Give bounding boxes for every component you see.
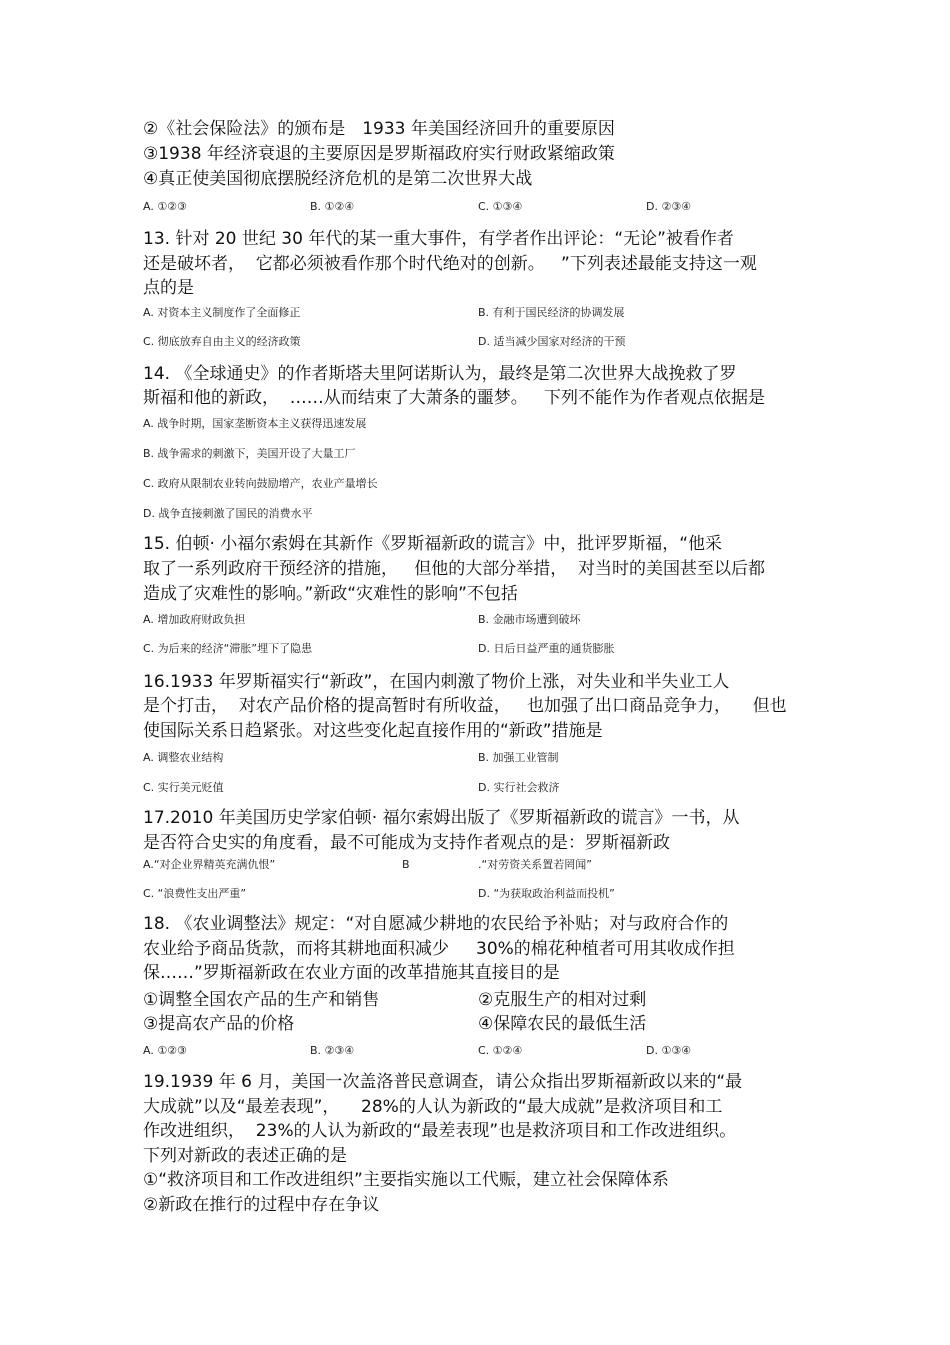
q12-option-a[interactable]: A. ①②③ xyxy=(143,200,187,213)
q12-option-b[interactable]: B. ①②④ xyxy=(310,200,355,213)
q13-stem-line-1: 13. 针对 20 世纪 30 年代的某一重大事件，有学者作出评论：“无论”被看作者 xyxy=(143,229,734,249)
q17-option-c[interactable]: C. “浪费性支出严重” xyxy=(143,887,247,900)
q14-option-d[interactable]: D. 战争直接刺激了国民的消费水平 xyxy=(143,507,313,520)
q14-stem-line-1: 14. 《全球通史》的作者斯塔夫里阿诺斯认为，最终是第二次世界大战挽救了罗 xyxy=(143,364,737,384)
q18-statement-1: ①调整全国农产品的生产和销售 xyxy=(143,990,380,1010)
q18-statement-4: ④保障农民的最低生活 xyxy=(478,1014,647,1034)
q18-stem-line-3: 保……”罗斯福新政在农业方面的改革措施其直接目的是 xyxy=(143,963,560,983)
q19-stem-line-3: 作改进组织， 23%的人认为新政的“最差表现”也是救济项目和工作改进组织。 xyxy=(143,1121,737,1141)
q15-option-a[interactable]: A. 增加政府财政负担 xyxy=(143,613,246,626)
q19-statement-1: ①“救济项目和工作改进组织”主要指实施以工代赈，建立社会保障体系 xyxy=(143,1170,669,1190)
q19-statement-2: ②新政在推行的过程中存在争议 xyxy=(143,1195,380,1215)
q15-option-d[interactable]: D. 日后日益严重的通货膨胀 xyxy=(478,642,615,655)
q16-option-d[interactable]: D. 实行社会救济 xyxy=(478,781,560,794)
q13-option-c[interactable]: C. 彻底放弃自由主义的经济政策 xyxy=(143,335,301,348)
q18-stem-line-1: 18. 《农业调整法》规定：“对自愿减少耕地的农民给予补贴；对与政府合作的 xyxy=(143,914,729,934)
q15-stem-line-3: 造成了灾难性的影响。”新政“灾难性的影响”不包括 xyxy=(143,584,518,604)
q12-statement-3: ③1938 年经济衰退的主要原因是罗斯福政府实行财政紧缩政策 xyxy=(143,144,615,164)
q18-statement-2: ②克服生产的相对过剩 xyxy=(478,990,647,1010)
q12-statement-2: ②《社会保险法》的颁布是 1933 年美国经济回升的重要原因 xyxy=(143,119,615,139)
q16-stem-line-3: 使国际关系日趋紧张。对这些变化起直接作用的“新政”措施是 xyxy=(143,721,603,741)
q14-option-b[interactable]: B. 战争需求的刺激下，美国开设了大量工厂 xyxy=(143,447,356,460)
q18-option-b[interactable]: B. ②③④ xyxy=(310,1044,355,1057)
q16-option-a[interactable]: A. 调整农业结构 xyxy=(143,751,224,764)
q12-statement-4: ④真正使美国彻底摆脱经济危机的是第二次世界大战 xyxy=(143,169,533,189)
q16-option-c[interactable]: C. 实行美元贬值 xyxy=(143,781,224,794)
q15-option-c[interactable]: C. 为后来的经济“滞胀”埋下了隐患 xyxy=(143,642,313,655)
q17-option-d[interactable]: D. “为获取政治利益而投机” xyxy=(478,887,615,900)
q18-statement-3: ③提高农产品的价格 xyxy=(143,1014,295,1034)
q19-stem-line-2: 大成就”以及“最差表现”， 28%的人认为新政的“最大成就”是救济项目和工 xyxy=(143,1097,723,1117)
q15-stem-line-1: 15. 伯顿· 小福尔索姆在其新作《罗斯福新政的谎言》中，批评罗斯福，“他采 xyxy=(143,534,723,554)
q13-stem-line-2: 还是破坏者， 它都必须被看作那个时代绝对的创新。 ”下列表述最能支持这一观 xyxy=(143,254,757,274)
q16-stem-line-1: 16.1933 年罗斯福实行“新政”，在国内刺激了物价上涨，对失业和半失业工人 xyxy=(143,672,730,692)
q18-option-c[interactable]: C. ①②④ xyxy=(478,1044,523,1057)
q18-stem-line-2: 农业给予商品货款，而将其耕地面积减少 30%的棉花种植者可用其收成作担 xyxy=(143,939,735,959)
q16-option-b[interactable]: B. 加强工业管制 xyxy=(478,751,559,764)
q15-option-b[interactable]: B. 金融市场遭到破坏 xyxy=(478,613,581,626)
q19-stem-line-1: 19.1939 年 6 月，美国一次盖洛普民意调查，请公众指出罗斯福新政以来的“最 xyxy=(143,1072,743,1092)
q14-stem-line-2: 斯福和他的新政， ……从而结束了大萧条的噩梦。 下列不能作为作者观点依据是 xyxy=(143,388,766,408)
q18-option-a[interactable]: A. ①②③ xyxy=(143,1044,187,1057)
q13-option-b[interactable]: B. 有利于国民经济的协调发展 xyxy=(478,306,625,319)
q15-stem-line-2: 取了一系列政府干预经济的措施， 但他的大部分举措， 对当时的美国甚至以后都 xyxy=(143,559,766,579)
q12-option-c[interactable]: C. ①③④ xyxy=(478,200,523,213)
q17-option-b-text[interactable]: .“对劳资关系置若罔闻” xyxy=(478,858,592,871)
q18-option-d[interactable]: D. ①③④ xyxy=(646,1044,692,1057)
q17-stem-line-1: 17.2010 年美国历史学家伯顿· 福尔索姆出版了《罗斯福新政的谎言》一书，从 xyxy=(143,808,740,828)
q16-stem-line-2: 是个打击， 对农产品价格的提高暂时有所收益， 也加强了出口商品竞争力， 但也 xyxy=(143,696,787,716)
q17-option-b-letter[interactable]: B xyxy=(402,858,410,871)
q14-option-a[interactable]: A. 战争时期，国家垄断资本主义获得迅速发展 xyxy=(143,417,367,430)
q13-stem-line-3: 点的是 xyxy=(143,278,194,298)
q13-option-a[interactable]: A. 对资本主义制度作了全面修正 xyxy=(143,306,301,319)
q17-option-a[interactable]: A.“对企业界精英充满仇恨” xyxy=(143,858,276,871)
q17-stem-line-2: 是否符合史实的角度看，最不可能成为支持作者观点的是：罗斯福新政 xyxy=(143,833,670,853)
q19-stem-line-4: 下列对新政的表述正确的是 xyxy=(143,1146,347,1166)
q12-option-d[interactable]: D. ②③④ xyxy=(646,200,692,213)
q14-option-c[interactable]: C. 政府从限制农业转向鼓励增产，农业产量增长 xyxy=(143,477,378,490)
q13-option-d[interactable]: D. 适当减少国家对经济的干预 xyxy=(478,335,626,348)
